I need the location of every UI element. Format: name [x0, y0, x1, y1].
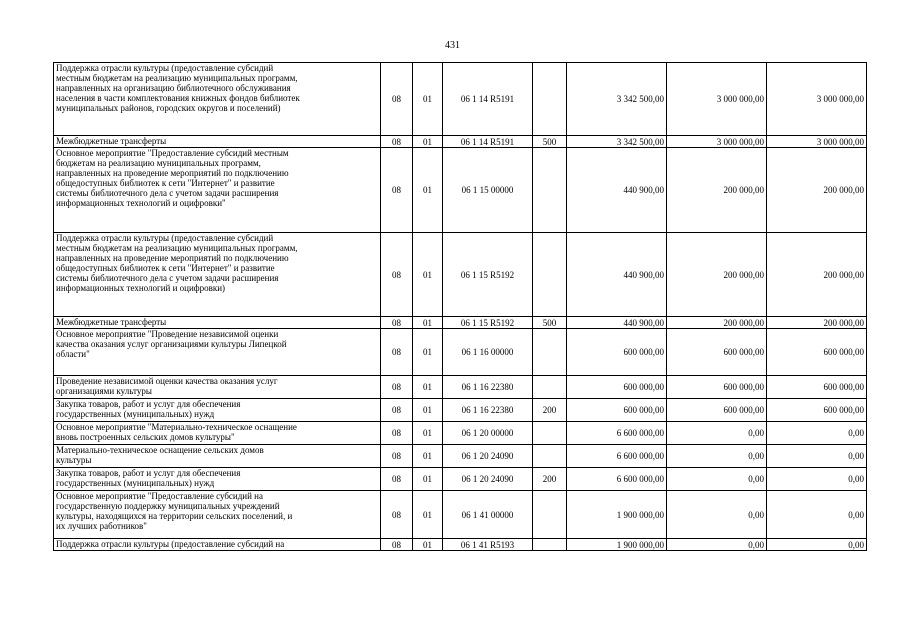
amount-year3-cell: 600 000,00	[767, 376, 867, 399]
target-article-cell: 06 1 16 00000	[443, 329, 533, 376]
row-name-line: населения в части комплектования книжных фондов библиотек	[56, 93, 300, 103]
row-name-line: культуры	[56, 455, 92, 465]
amount-year1-cell: 440 900,00	[567, 233, 667, 317]
amount-year1-cell: 440 900,00	[567, 148, 667, 233]
expense-type-cell	[533, 376, 567, 399]
amount-year2-cell: 0,00	[667, 491, 767, 539]
amount-year3-cell: 3 000 000,00	[767, 136, 867, 148]
subsection-cell: 01	[413, 468, 443, 491]
row-name-line: системы библиотечного дела с учетом задачи расширения	[56, 188, 279, 198]
amount-year2-cell: 200 000,00	[667, 233, 767, 317]
row-name-line: государственную поддержку муниципальных учреждений	[56, 501, 280, 511]
subsection-cell: 01	[413, 148, 443, 233]
target-article-cell: 06 1 14 R5191	[443, 136, 533, 148]
amount-year2-cell: 3 000 000,00	[667, 136, 767, 148]
amount-year3-cell: 200 000,00	[767, 233, 867, 317]
row-name-line: Поддержка отрасли культуры (предоставление субсидий	[56, 233, 274, 243]
table-row	[54, 329, 867, 376]
expense-type-cell	[533, 539, 567, 551]
amount-year3-cell: 600 000,00	[767, 399, 867, 422]
subsection-cell: 01	[413, 376, 443, 399]
subsection-cell: 01	[413, 422, 443, 445]
amount-year1-cell: 600 000,00	[567, 399, 667, 422]
section-cell: 08	[381, 233, 413, 317]
row-name-line: Материально-техническое оснащение сельских домов	[56, 445, 264, 455]
amount-year3-cell: 0,00	[767, 491, 867, 539]
row-name-line: общедоступных библиотек к сети "Интернет" и развитие	[56, 263, 275, 273]
subsection-cell: 01	[413, 539, 443, 551]
row-name-cell	[54, 399, 381, 422]
section-cell: 08	[381, 63, 413, 136]
amount-year1-cell: 600 000,00	[567, 329, 667, 376]
section-cell: 08	[381, 376, 413, 399]
table-row	[54, 63, 867, 136]
amount-year2-cell: 3 000 000,00	[667, 63, 767, 136]
amount-year1-cell: 1 900 000,00	[567, 491, 667, 539]
section-cell: 08	[381, 329, 413, 376]
amount-year1-cell: 600 000,00	[567, 376, 667, 399]
amount-year2-cell: 0,00	[667, 422, 767, 445]
row-name-line: Основное мероприятие "Предоставление субсидий на	[56, 491, 263, 501]
amount-year3-cell: 0,00	[767, 445, 867, 468]
table-row	[54, 148, 867, 233]
amount-year1-cell: 6 600 000,00	[567, 445, 667, 468]
expense-type-cell	[533, 63, 567, 136]
row-name-line: Основное мероприятие "Проведение независимой оценки	[56, 329, 279, 339]
subsection-cell: 01	[413, 63, 443, 136]
row-name-cell	[54, 148, 381, 233]
expense-type-cell	[533, 233, 567, 317]
row-name-cell	[54, 233, 381, 317]
target-article-cell: 06 1 41 R5193	[443, 539, 533, 551]
row-name-cell	[54, 422, 381, 445]
subsection-cell: 01	[413, 445, 443, 468]
row-name-cell	[54, 136, 381, 148]
target-article-cell: 06 1 16 22380	[443, 376, 533, 399]
row-name-line: государственных (муниципальных) нужд	[56, 478, 215, 488]
amount-year3-cell: 0,00	[767, 422, 867, 445]
row-name-line: государственных (муниципальных) нужд	[56, 409, 215, 419]
subsection-cell: 01	[413, 329, 443, 376]
table-row	[54, 233, 867, 317]
subsection-cell: 01	[413, 136, 443, 148]
expense-type-cell	[533, 445, 567, 468]
section-cell: 08	[381, 491, 413, 539]
row-name-cell	[54, 63, 381, 136]
row-name-line: направленных на проведение мероприятий по подключению	[56, 168, 289, 178]
table-row	[54, 376, 867, 399]
target-article-cell: 06 1 15 R5192	[443, 317, 533, 329]
row-name-line: области"	[56, 349, 90, 359]
table-row	[54, 539, 867, 551]
row-name-line: культуры, находящихся на территории сельских поселений, и	[56, 511, 293, 521]
subsection-cell: 01	[413, 317, 443, 329]
row-name-line: информационных технологий и оцифровки"	[56, 198, 226, 208]
row-name-cell	[54, 317, 381, 329]
section-cell: 08	[381, 399, 413, 422]
expense-type-cell	[533, 329, 567, 376]
page-number: 431	[445, 40, 460, 51]
row-name-line: Закупка товаров, работ и услуг для обеспечения	[56, 399, 241, 409]
amount-year2-cell: 0,00	[667, 468, 767, 491]
expense-type-cell	[533, 491, 567, 539]
row-name-cell	[54, 445, 381, 468]
target-article-cell: 06 1 16 22380	[443, 399, 533, 422]
row-name-line: вновь построенных сельских домов культуры"	[56, 432, 235, 442]
row-name-line: местным бюджетам на реализацию муниципальных программ,	[56, 73, 298, 83]
budget-table	[53, 62, 867, 551]
amount-year2-cell: 0,00	[667, 445, 767, 468]
row-name-line: качества оказания услуг организациями культуры Липецкой	[56, 339, 287, 349]
subsection-cell: 01	[413, 399, 443, 422]
amount-year3-cell: 3 000 000,00	[767, 63, 867, 136]
row-name-line: Основное мероприятие "Материально-техническое оснащение	[56, 422, 297, 432]
section-cell: 08	[381, 148, 413, 233]
amount-year3-cell: 0,00	[767, 468, 867, 491]
row-name-line: Закупка товаров, работ и услуг для обеспечения	[56, 468, 241, 478]
target-article-cell: 06 1 14 R5191	[443, 63, 533, 136]
table-row	[54, 399, 867, 422]
amount-year2-cell: 600 000,00	[667, 376, 767, 399]
row-name-line: местным бюджетам на реализацию муниципальных программ,	[56, 243, 298, 253]
amount-year2-cell: 200 000,00	[667, 317, 767, 329]
table-row	[54, 468, 867, 491]
amount-year1-cell: 6 600 000,00	[567, 422, 667, 445]
row-name-line: общедоступных библиотек к сети "Интернет" и развитие	[56, 178, 275, 188]
table-row	[54, 422, 867, 445]
row-name-line: Проведение независимой оценки качества оказания услуг	[56, 376, 278, 386]
section-cell: 08	[381, 422, 413, 445]
row-name-line: Межбюджетные трансферты	[56, 317, 167, 327]
row-name-cell	[54, 468, 381, 491]
amount-year1-cell: 440 900,00	[567, 317, 667, 329]
table-row	[54, 136, 867, 148]
row-name-line: Основное мероприятие "Предоставление субсидий местным	[56, 148, 289, 158]
section-cell: 08	[381, 317, 413, 329]
amount-year1-cell: 3 342 500,00	[567, 63, 667, 136]
row-name-line: Поддержка отрасли культуры (предоставление субсидий на	[56, 539, 285, 549]
target-article-cell: 06 1 20 24090	[443, 468, 533, 491]
row-name-line: направленных на организацию библиотечного обслуживания	[56, 83, 291, 93]
row-name-line: Межбюджетные трансферты	[56, 136, 167, 146]
subsection-cell: 01	[413, 491, 443, 539]
amount-year1-cell: 1 900 000,00	[567, 539, 667, 551]
table-row	[54, 491, 867, 539]
target-article-cell: 06 1 15 R5192	[443, 233, 533, 317]
row-name-line: организациями культуры	[56, 386, 152, 396]
expense-type-cell: 200	[533, 399, 567, 422]
expense-type-cell: 500	[533, 317, 567, 329]
target-article-cell: 06 1 20 24090	[443, 445, 533, 468]
amount-year3-cell: 200 000,00	[767, 148, 867, 233]
section-cell: 08	[381, 539, 413, 551]
row-name-line: бюджетам на реализацию муниципальных программ,	[56, 158, 261, 168]
target-article-cell: 06 1 15 00000	[443, 148, 533, 233]
row-name-cell	[54, 539, 381, 551]
target-article-cell: 06 1 20 00000	[443, 422, 533, 445]
amount-year1-cell: 3 342 500,00	[567, 136, 667, 148]
row-name-cell	[54, 376, 381, 399]
amount-year3-cell: 200 000,00	[767, 317, 867, 329]
amount-year2-cell: 600 000,00	[667, 329, 767, 376]
table-row	[54, 445, 867, 468]
amount-year3-cell: 0,00	[767, 539, 867, 551]
expense-type-cell	[533, 422, 567, 445]
target-article-cell: 06 1 41 00000	[443, 491, 533, 539]
section-cell: 08	[381, 136, 413, 148]
row-name-line: системы библиотечного дела с учетом задачи расширения	[56, 273, 279, 283]
expense-type-cell	[533, 148, 567, 233]
amount-year3-cell: 600 000,00	[767, 329, 867, 376]
section-cell: 08	[381, 468, 413, 491]
section-cell: 08	[381, 445, 413, 468]
subsection-cell: 01	[413, 233, 443, 317]
expense-type-cell: 200	[533, 468, 567, 491]
amount-year2-cell: 600 000,00	[667, 399, 767, 422]
row-name-cell	[54, 329, 381, 376]
row-name-line: муниципальных районов, городских округов и поселений)	[56, 103, 281, 113]
amount-year2-cell: 0,00	[667, 539, 767, 551]
row-name-line: их лучших работников"	[56, 521, 147, 531]
row-name-line: информационных технологий и оцифровки)	[56, 283, 226, 293]
table-row	[54, 317, 867, 329]
amount-year1-cell: 6 600 000,00	[567, 468, 667, 491]
amount-year2-cell: 200 000,00	[667, 148, 767, 233]
row-name-line: направленных на проведение мероприятий по подключению	[56, 253, 289, 263]
expense-type-cell: 500	[533, 136, 567, 148]
row-name-line: Поддержка отрасли культуры (предоставление субсидий	[56, 63, 274, 73]
row-name-cell	[54, 491, 381, 539]
